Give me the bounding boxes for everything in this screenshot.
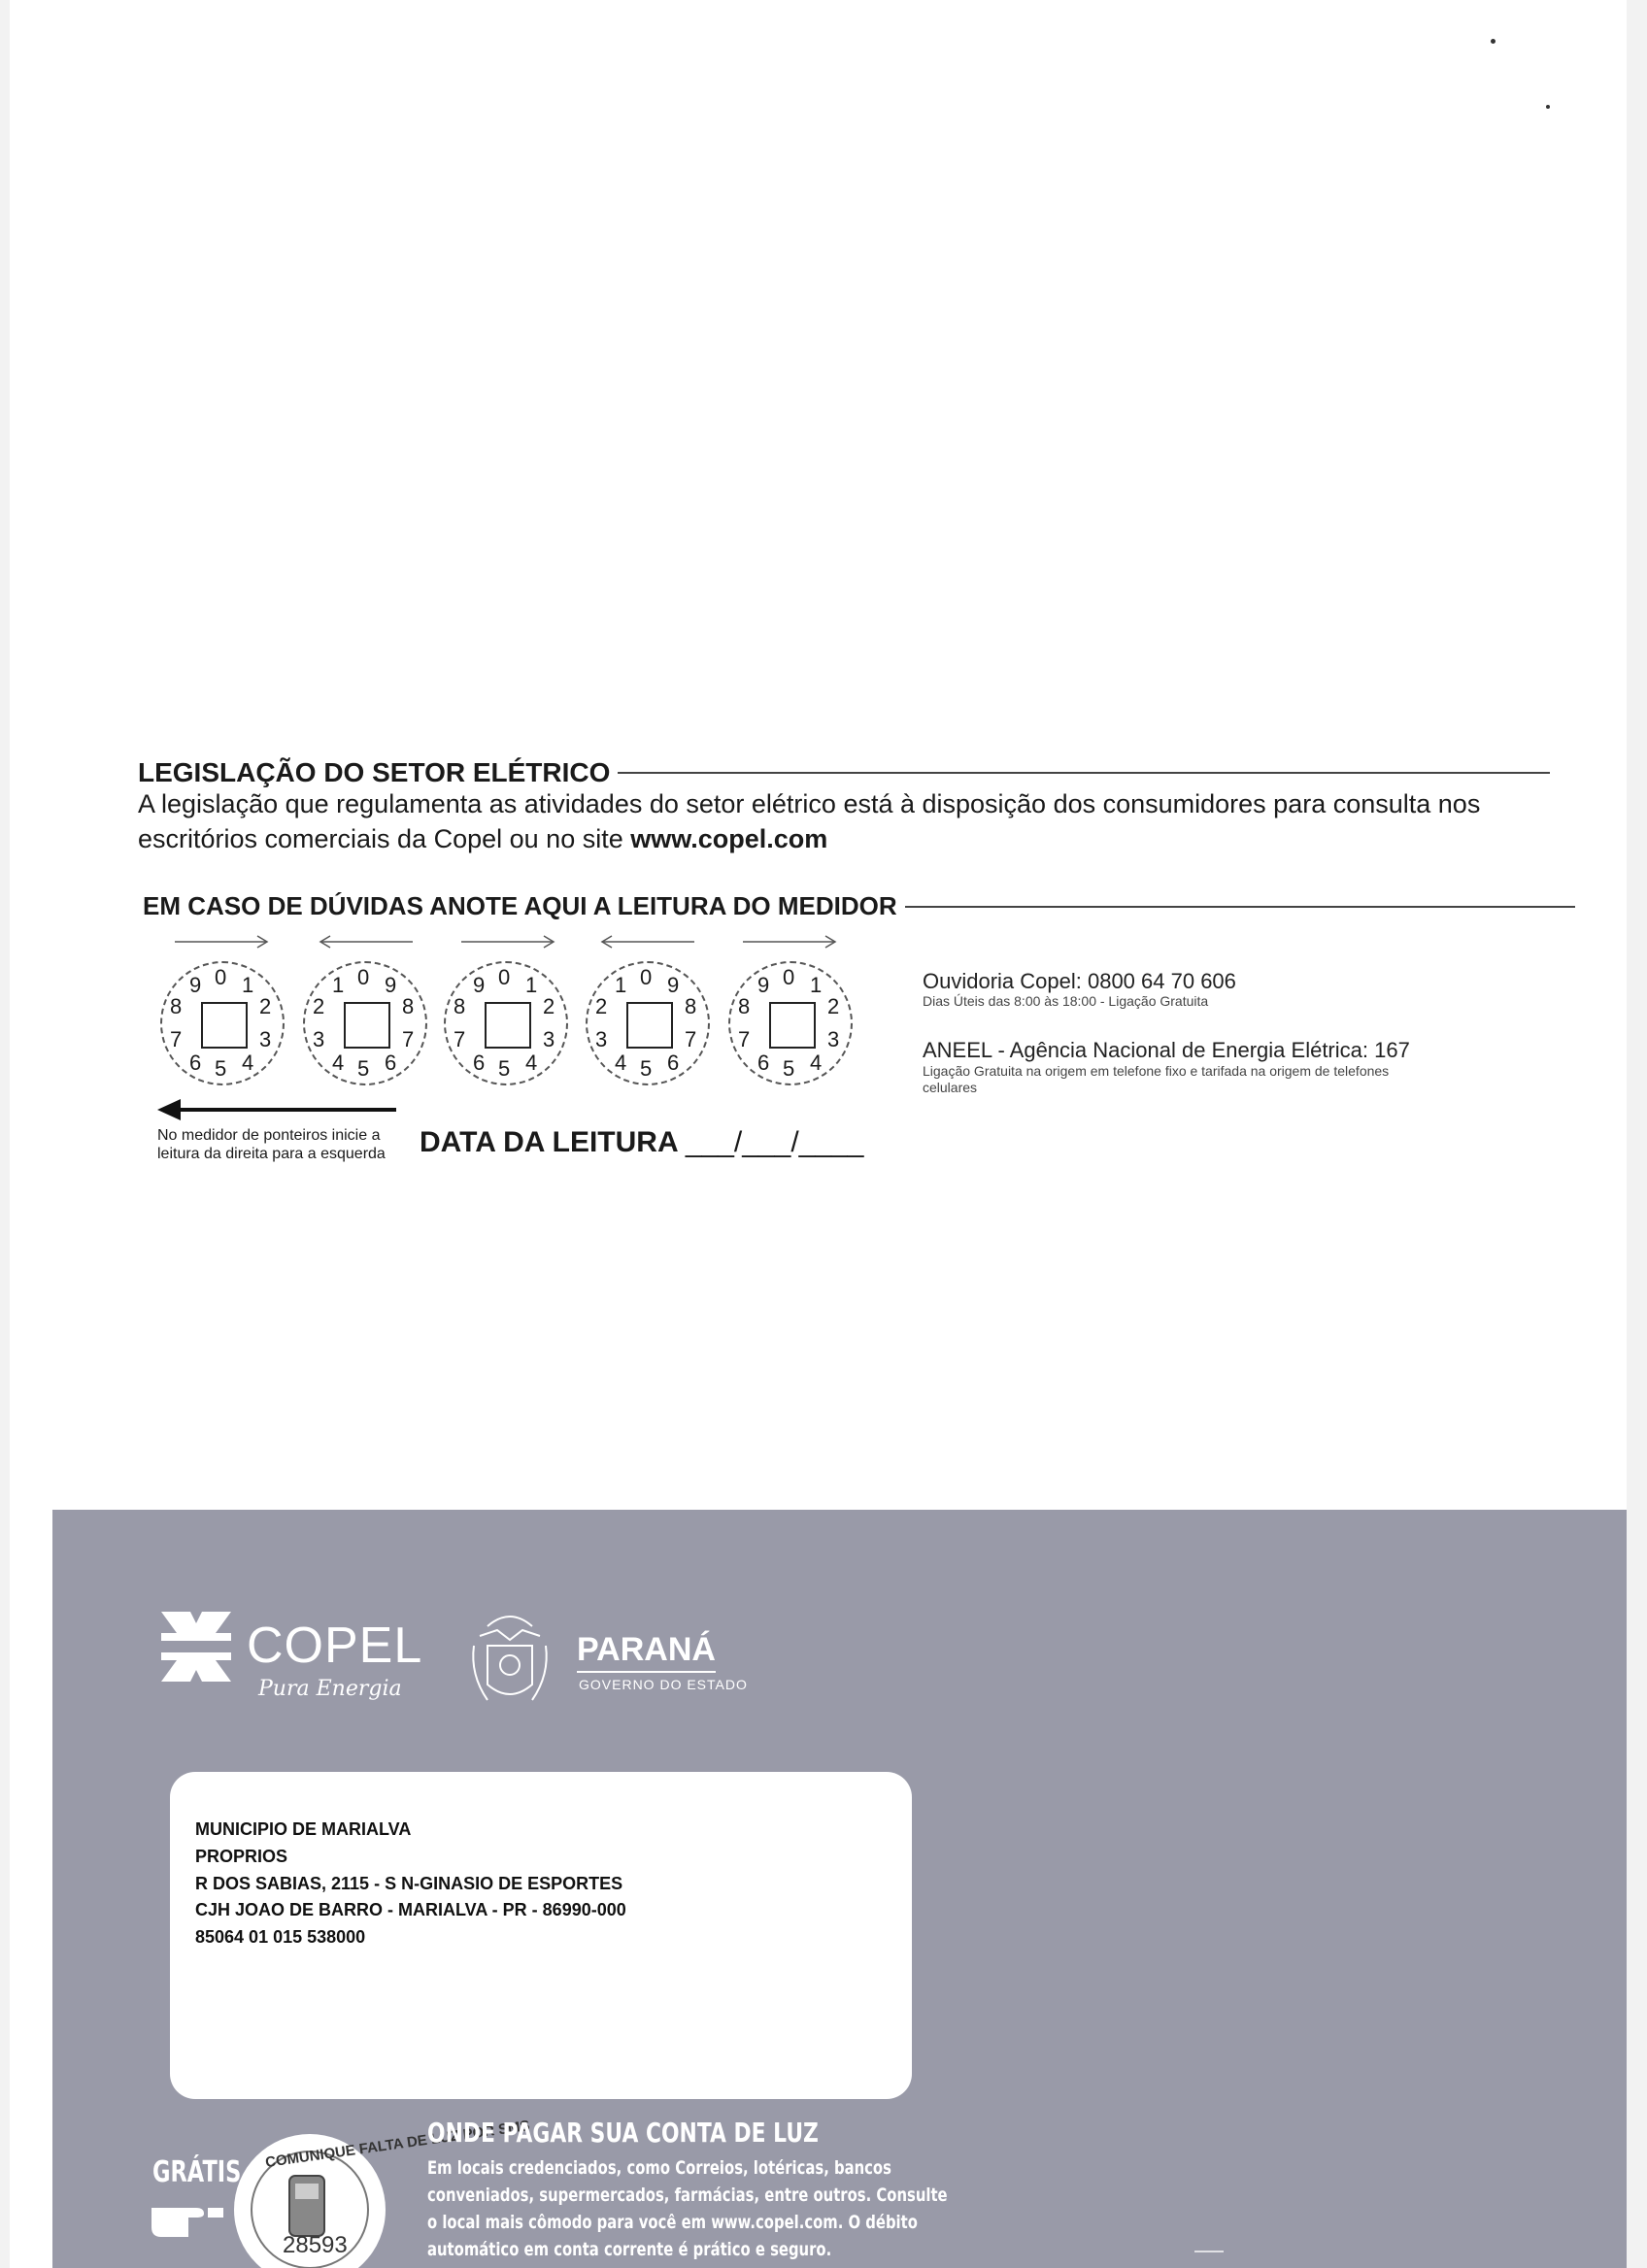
meter-dial-1: 0 9 1 8 2 7 3 6 5 4: [160, 961, 285, 1085]
where-to-pay-text: automático em conta corrente é prático e seguro.: [427, 2239, 832, 2260]
dial-reading-box[interactable]: [344, 1002, 390, 1049]
address-line: 85064 01 015 538000: [195, 1927, 366, 1947]
address-line: MUNICIPIO DE MARIALVA: [195, 1819, 412, 1839]
dial-direction-arrows: [155, 932, 864, 951]
copel-slogan: Pura Energia: [258, 1677, 402, 1701]
speck: [1546, 105, 1550, 109]
dial-reading-box[interactable]: [626, 1002, 673, 1049]
pointing-hand-icon: [150, 2194, 227, 2243]
copel-logo-icon: [161, 1612, 231, 1682]
parana-coat-of-arms-icon: [468, 1607, 552, 1714]
dial-reading-box[interactable]: [201, 1002, 248, 1049]
address-line: CJH JOAO DE BARRO - MARIALVA - PR - 86990-000: [195, 1900, 626, 1919]
where-to-pay-text: o local mais cômodo para você em www.copel.com. O débito: [427, 2212, 918, 2233]
meter-instruction: No medidor de ponteiros inicie a leitura da direita para a esquerda: [157, 1127, 386, 1162]
address-window: [170, 1772, 912, 2099]
ouvidoria-phone: Ouvidoria Copel: 0800 64 70 606: [923, 969, 1236, 993]
meter-dial-2: 0 1 9 2 8 3 7 4 5 6: [303, 961, 427, 1085]
meter-reading-heading: EM CASO DE DÚVIDAS ANOTE AQUI A LEITURA DO MEDIDOR: [143, 891, 1575, 921]
sms-seal-text: COMUNIQUE FALTA DE LUZ POR SMS: [264, 2117, 531, 2172]
where-to-pay-heading: ONDE PAGAR SUA CONTA DE LUZ: [427, 2117, 819, 2149]
address-line: R DOS SABIAS, 2115 - S N-GINASIO DE ESPORTES: [195, 1874, 623, 1893]
where-to-pay-text: conveniados, supermercados, farmácias, entre outros. Consulte: [427, 2185, 948, 2206]
bill-back-page: [10, 0, 1627, 2268]
meter-dials: [155, 932, 864, 1097]
legislation-heading: LEGISLAÇÃO DO SETOR ELÉTRICO: [138, 757, 1550, 788]
meter-dial-4: 0 1 9 2 8 3 7 4 5 6: [586, 961, 710, 1085]
sms-number: 28593: [283, 2232, 348, 2258]
dial-reading-box[interactable]: [769, 1002, 816, 1049]
aneel-phone: ANEEL - Agência Nacional de Energia Elétrica: 167: [923, 1038, 1410, 1062]
gratis-label: GRÁTIS: [152, 2155, 242, 2189]
aneel-info: Ligação Gratuita na origem em telefone fixo e tarifada na origem de telefones celulares: [923, 1063, 1390, 1095]
parana-subtitle: GOVERNO DO ESTADO: [579, 1677, 748, 1692]
copel-wordmark: COPEL: [247, 1618, 423, 1674]
copel-site-link[interactable]: www.copel.com: [630, 824, 828, 853]
reading-date-field[interactable]: DATA DA LEITURA ___/___/____: [420, 1126, 864, 1158]
speck: [1491, 39, 1496, 44]
parana-wordmark: PARANÁ: [577, 1631, 716, 1673]
ouvidoria-hours: Dias Úteis das 8:00 às 18:00 - Ligação Gratuita: [923, 993, 1209, 1009]
speck: [1194, 2251, 1224, 2252]
meter-dial-5: 0 9 1 8 2 7 3 6 5 4: [728, 961, 853, 1085]
legislation-text: A legislação que regulamenta as atividades do setor elétrico está à disposição dos consumidores para consulta nos escritórios comerciais da Copel ou no site www.copel.com: [138, 789, 1481, 853]
left-arrow-icon: [155, 1097, 398, 1122]
dial-reading-box[interactable]: [485, 1002, 531, 1049]
meter-dial-3: 0 9 1 8 2 7 3 6 5 4: [444, 961, 568, 1085]
where-to-pay-text: Em locais credenciados, como Correios, lotéricas, bancos: [427, 2157, 891, 2179]
address-line: PROPRIOS: [195, 1847, 288, 1866]
